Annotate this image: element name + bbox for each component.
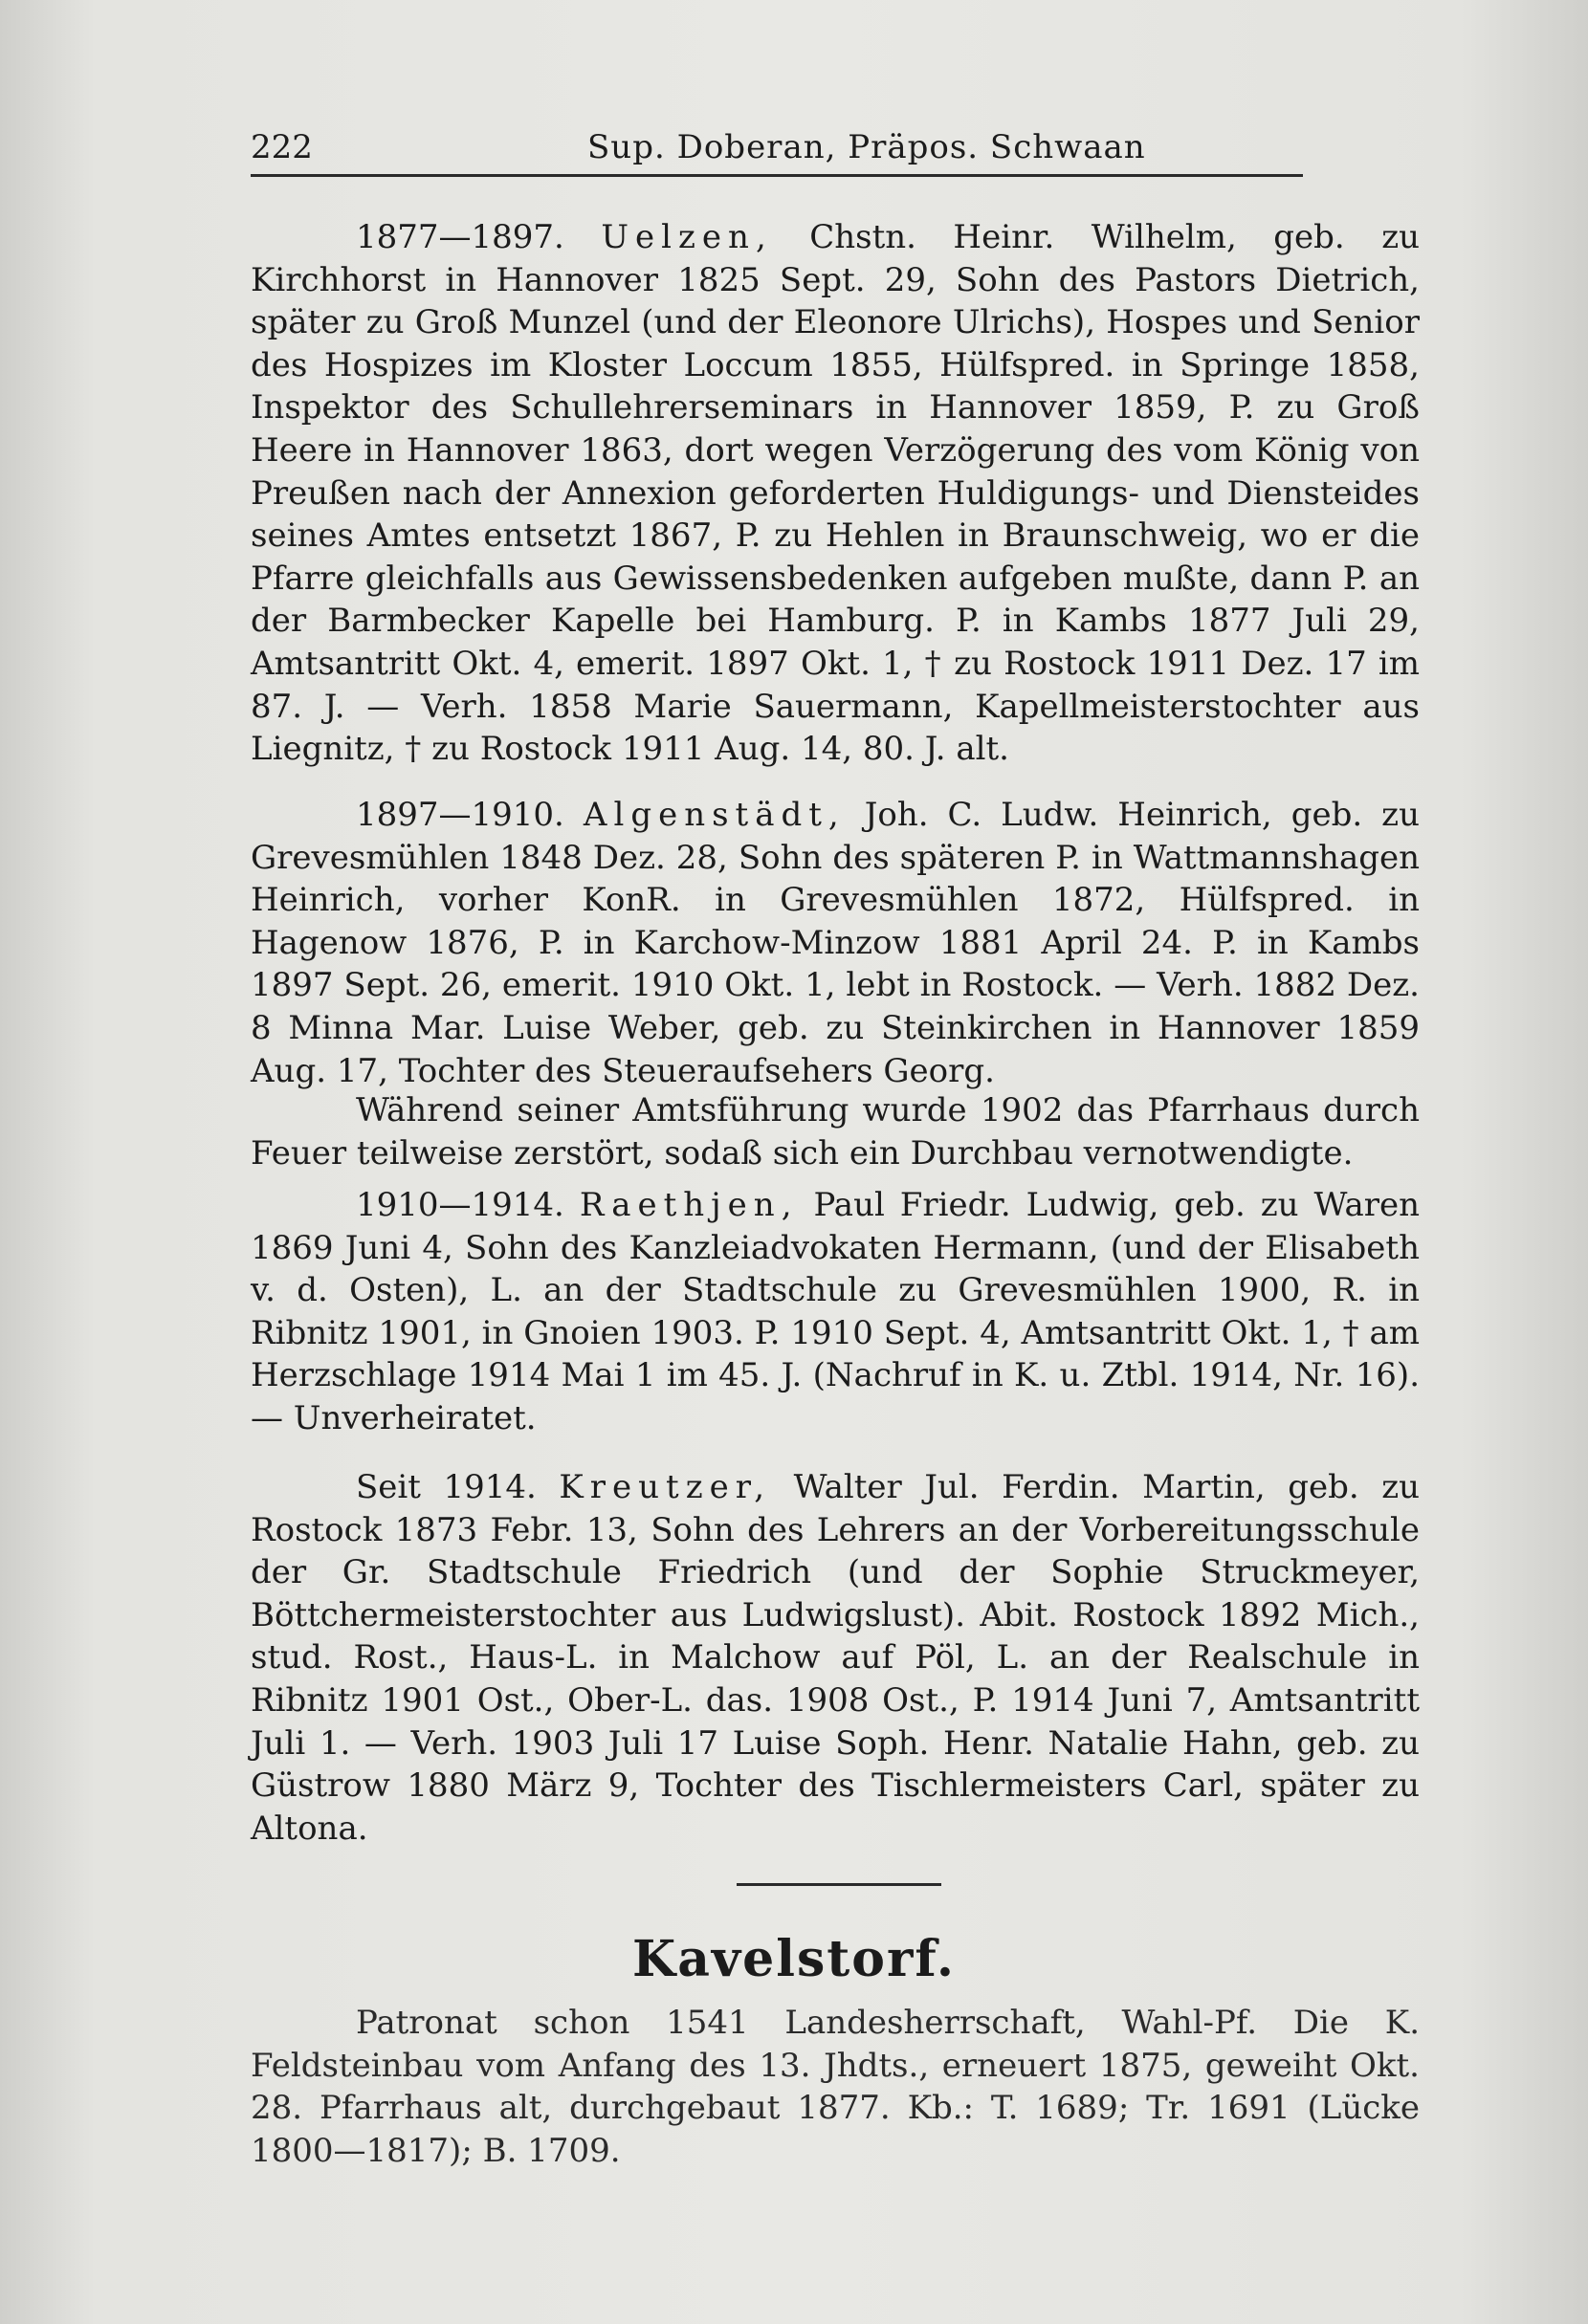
entry-years: 1897—1910. [356, 796, 564, 834]
section-title: Kavelstorf. [632, 1930, 956, 1988]
entry-raethjen [251, 1184, 1420, 1440]
page-header [251, 126, 1303, 168]
entry-algenstaedt [251, 794, 1420, 1092]
entry-years: 1877—1897. [356, 218, 564, 256]
entry-text: Chstn. Heinr. Wilhelm, geb. zu Kirchhorst in Hannover 1825 Sept. 29, Sohn des Pastors Dietrich, später zu Groß Munzel (und der Eleonore Ulrichs), Hospes und Senior des Hospizes im Kloster Loccum 1855, Hülfspred. in Springe 1858, Inspektor des Schullehrerseminars in Hannover 1859, P. zu Groß Heere in Hannover 1863, dort wegen Verzögerung des vom König von Preußen nach der Annexion geforderten Huldigungs- und Diensteides seines Amtes entsetzt 1867, P. zu Hehlen in Braunschweig, wo er die Pfarre gleichfalls aus Gewissensbedenken aufgeben mußte, dann P. an der Barmbecker Kapelle bei Hamburg. P. in Kambs 1877 Juli 29, Amtsantritt Okt. 4, emerit. 1897 Okt. 1, † zu Rostock 1911 Dez. 17 im 87. J. — Verh. 1858 Marie Sauermann, Kapellmeisterstochter aus Liegnitz, † zu Rostock 1911 Aug. 14, 80. J. alt. [251, 218, 1421, 769]
entry-years: 1910—1914. [356, 1186, 564, 1224]
entry-text: Während seiner Amtsführung wurde 1902 das Pfarrhaus durch Feuer teilweise zerstört, sodaß sich ein Durchbau vernotwendigte. [251, 1091, 1420, 1173]
entry-years: Seit 1914. [356, 1468, 537, 1506]
entry-text: Paul Friedr. Ludwig, geb. zu Waren 1869 Juni 4, Sohn des Kanzleiadvokaten Hermann, (und der Elisabeth v. d. Osten), L. an der Stadtschule zu Grevesmühlen 1900, R. in Ribnitz 1901, in Gnoien 1903. P. 1910 Sept. 4, Amtsantritt Okt. 1, † am Herzschlage 1914 Mai 1 im 45. J. (Nachruf in K. u. Ztbl. 1914, Nr. 16). — Unverheiratet. [251, 1186, 1421, 1437]
section-paragraph: Patronat schon 1541 Landesherrschaft, Wahl-Pf. Die K. Feldsteinbau vom Anfang des 13. Jhdts., erneuert 1875, geweiht Okt. 28. Pfarrhaus alt, durchgebaut 1877. Kb.: T. 1689; Tr. 1691 (Lücke 1800—1817); B. 1709. [251, 2004, 1420, 2170]
entry-name: Raethjen, [579, 1186, 799, 1224]
entry-name: Uelzen, [601, 218, 773, 256]
entry-name: Kreutzer, [559, 1468, 772, 1506]
section-divider [737, 1883, 941, 1886]
running-title: Sup. Doberan, Präpos. Schwaan [587, 128, 1146, 166]
entry-kreutzer [251, 1466, 1420, 1850]
entry-text: Walter Jul. Ferdin. Martin, geb. zu Rostock 1873 Febr. 13, Sohn des Lehrers an der Vorbereitungsschule der Gr. Stadtschule Friedrich (und der Sophie Struckmeyer, Böttchermeisterstochter aus Ludwigslust). Abit. Rostock 1892 Mich., stud. Rost., Haus-L. in Malchow auf Pöl, L. an der Realschule in Ribnitz 1901 Ost., Ober-L. das. 1908 Ost., P. 1914 Juni 7, Amtsantritt Juli 1. — Verh. 1903 Juli 17 Luise Soph. Henr. Natalie Hahn, geb. zu Güstrow 1880 März 9, Tochter des Tischlermeisters Carl, später zu Altona. [251, 1468, 1421, 1848]
entry-name: Algenstädt, [583, 796, 846, 834]
header-rule [251, 174, 1303, 177]
entry-note-pfarrhaus [251, 1089, 1420, 1174]
entry-uelzen [251, 216, 1420, 771]
page-number: 222 [251, 128, 313, 166]
section-text [251, 2002, 1420, 2172]
entry-text: Joh. C. Ludw. Heinrich, geb. zu Grevesmühlen 1848 Dez. 28, Sohn des späteren P. in Wattmannshagen Heinrich, vorher KonR. in Grevesmühlen 1872, Hülfspred. in Hagenow 1876, P. in Karchow-Minzow 1881 April 24. P. in Kambs 1897 Sept. 26, emerit. 1910 Okt. 1, lebt in Rostock. — Verh. 1882 Dez. 8 Minna Mar. Luise Weber, geb. zu Steinkirchen in Hannover 1859 Aug. 17, Tochter des Steueraufsehers Georg. [251, 796, 1420, 1090]
